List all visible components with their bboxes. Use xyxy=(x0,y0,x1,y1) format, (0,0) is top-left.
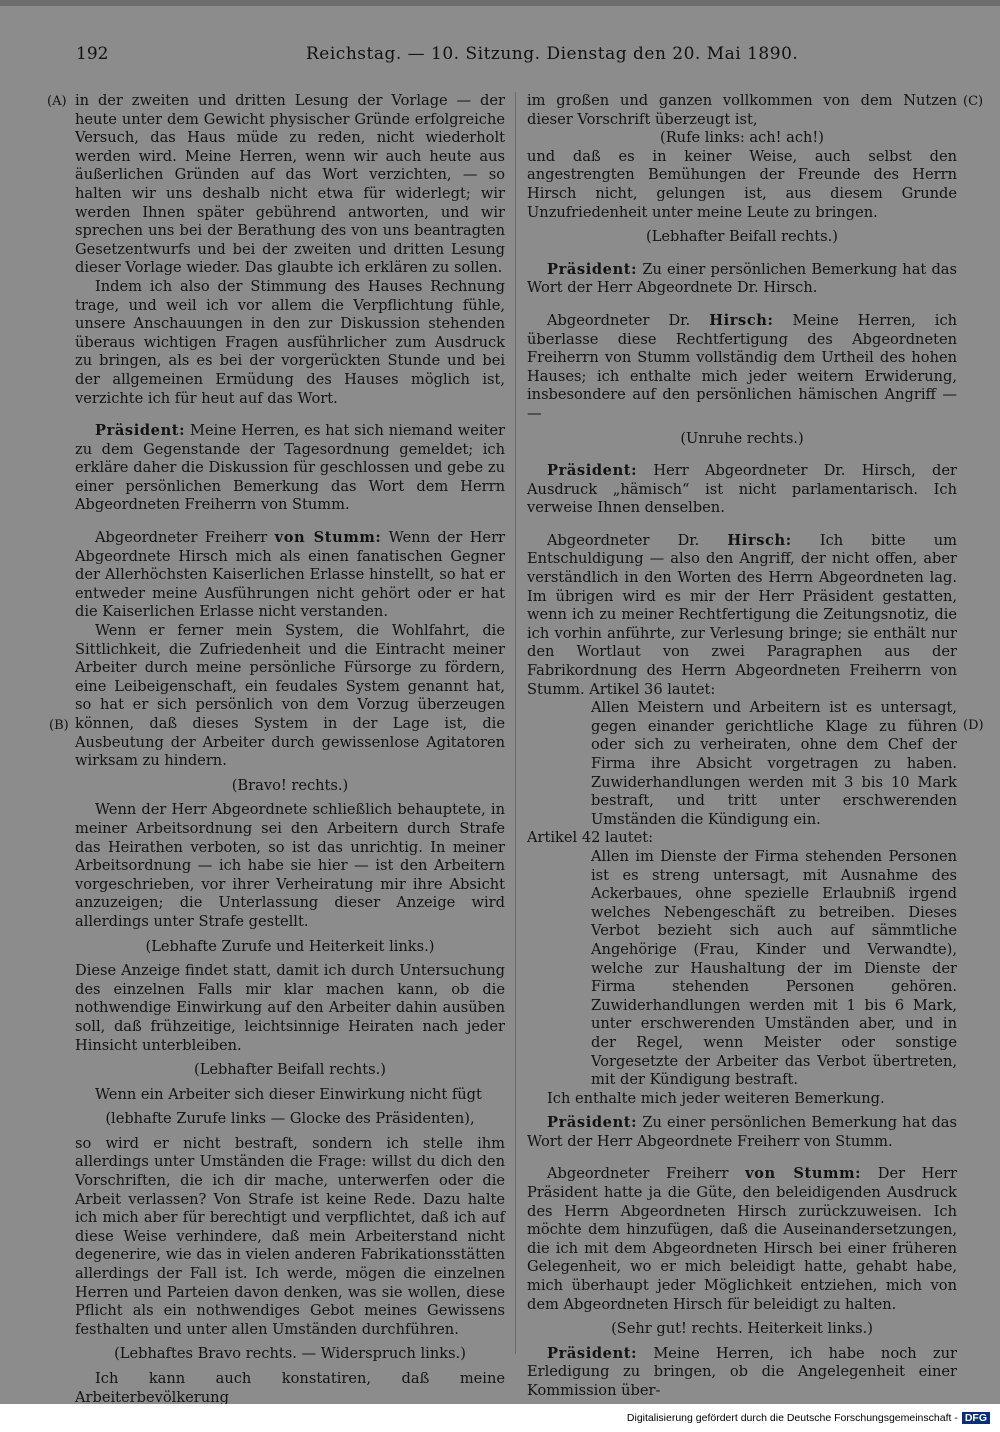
reaction: (lebhafte Zurufe links — Glocke des Präsidenten), xyxy=(105,1110,475,1128)
right-column xyxy=(527,92,957,1401)
reaction: (Lebhafte Zurufe und Heiterkeit links.) xyxy=(145,937,435,955)
paragraph-text: Herr Abgeordneter Dr. Hirsch, der Ausdruck „hämisch“ ist nicht parlamentarisch. Ich verweise Ihnen denselben. xyxy=(527,462,958,517)
paragraph xyxy=(527,312,957,424)
paragraph xyxy=(527,261,957,298)
speaker-intro: Abgeordneter Freiherr xyxy=(547,1165,729,1183)
speaker-name: Hirsch: xyxy=(709,311,774,329)
paragraph-text: Meine Herren, es hat sich niemand weiter zu dem Gegenstande der Tagesordnung gemeldet; ich erkläre daher die Diskussion für geschlossen und gebe zu einer persönlichen Bemerkung das Wort dem Herrn Abgeordneten Freiherrn von Stumm. xyxy=(75,422,505,514)
reaction: (Unruhe rechts.) xyxy=(680,429,804,447)
margin-mark-c: (C) xyxy=(963,94,984,109)
paragraph: Ich enthalte mich jeder weiteren Bemerkung. xyxy=(547,1089,885,1107)
margin-mark-a: (A) xyxy=(47,94,67,109)
paragraph: Wenn er ferner mein System, die Wohlfahrt, die Sittlichkeit, die Zufriedenheit und die Eintracht meiner Arbeiter durch meine persönliche Fürsorge zu fördern, eine Leibeigenschaft, ein feudales System genannt hat, so hat er sich persönlich von dem Vorzug überzeugen können, daß dieses System in der Lage ist, die Ausbeutung der Arbeiter durch gewissenlose Agitatoren wirksam zu hindern. xyxy=(75,622,505,770)
quoted-article: Allen Meistern und Arbeitern ist es untersagt, gegen einander gerichtliche Klage zu führen oder sich zu verheiraten, ohne dem Chef der Firma ihre Absicht vorgetragen zu haben. Zuwiderhandlungen werden mit 3 bis 10 Mark bestraft, und tritt unter erschwerenden Umständen die Kündigung ein. xyxy=(591,699,957,828)
paragraph xyxy=(527,462,957,518)
paragraph: Ich kann auch konstatiren, daß meine Arbeiterbevölkerung xyxy=(75,1370,505,1404)
page-header xyxy=(76,44,956,70)
reaction: (Bravo! rechts.) xyxy=(231,776,349,794)
reaction: (Lebhafter Beifall rechts.) xyxy=(194,1061,386,1079)
paragraph: Diese Anzeige findet statt, damit ich durch Untersuchung des einzelnen Falls mir klar machen kann, ob die nothwendige Einwirkung auf den Arbeiter dahin ausüben soll, daß frühzeitige, leichtsinnige Heiraten nach jeder Hinsicht unterbleiben. xyxy=(75,962,505,1054)
paragraph xyxy=(527,1345,957,1401)
paragraph: im großen und ganzen vollkommen von dem Nutzen dieser Vorschrift überzeugt ist, xyxy=(527,92,957,128)
page-number: 192 xyxy=(76,44,109,64)
margin-mark-d: (D) xyxy=(963,718,984,733)
speaker-name: Präsident: xyxy=(95,422,186,440)
paragraph-text: Wenn der Herr Abgeordnete Hirsch mich als einen fanatischen Gegner der Allerhöchsten Kaiserlichen Erlasse hinstellt, so hat er entweder meine Ausführungen nicht gehört oder er hat die Kaiserlichen Erlasse nicht verstanden. xyxy=(75,529,506,621)
speaker-name: Präsident: xyxy=(547,1114,638,1132)
speaker-name: Präsident: xyxy=(547,1344,638,1362)
speaker-intro: Abgeordneter Dr. xyxy=(547,531,700,549)
reaction: (Lebhafter Beifall rechts.) xyxy=(646,228,838,246)
running-title: Reichstag. — 10. Sitzung. Dienstag den 20. Mai 1890. xyxy=(306,44,799,64)
paragraph-text: Meine Herren, ich habe noch zur Erledigung zu bringen, ob die Angelegenheit einer Kommission über- xyxy=(527,1344,958,1399)
speaker-name: Hirsch: xyxy=(727,531,792,549)
paragraph xyxy=(75,529,505,622)
paragraph xyxy=(527,532,957,699)
speaker-intro: Abgeordneter Freiherr xyxy=(95,529,268,547)
speaker-intro: Abgeordneter Dr. xyxy=(547,311,691,329)
reaction: (Rufe links: ach! ach!) xyxy=(660,129,824,147)
paragraph xyxy=(527,1114,957,1151)
margin-mark-b: (B) xyxy=(49,718,69,733)
speaker-name: von Stumm: xyxy=(745,1165,862,1183)
paragraph: Wenn der Herr Abgeordnete schließlich behauptete, in meiner Arbeitsordnung sei den Arbeitern durch Strafe das Heirathen verboten, so ist das unrichtig. In meiner Arbeitsordnung — ich habe sie hier — ist den Arbeitern vorgeschrieben, vor ihrer Verheiratung mir ihre Absicht anzuzeigen; die Unterlassung dieser Anzeige wird allerdings unter Strafe gestellt. xyxy=(75,801,505,930)
column-divider xyxy=(515,92,516,1354)
paragraph: Indem ich also der Stimmung des Hauses Rechnung trage, und weil ich vor allem die Verpflichtung fühle, unsere Anschauungen in den zur Diskussion stehenden überaus wichtigen Fragen ausführlicher zum Ausdruck zu bringen, als es bei der vorgerückten Stunde und bei der allgemeinen Ermüdung des Hauses möglich ist, verzichte ich für heut auf das Wort. xyxy=(75,277,505,407)
dfg-logo: DFG xyxy=(962,1412,990,1424)
speaker-name: von Stumm: xyxy=(274,529,382,547)
reaction: (Sehr gut! rechts. Heiterkeit links.) xyxy=(611,1320,873,1338)
paragraph-text: Ich bitte um Entschuldigung — also den Angriff, der nicht offen, aber verständlich in den Worten des Herrn Abgeordneten lag. Im übrigen wird es mir der Herr Präsident gestatten, wenn ich zu meiner Rechtfertigung die Zeitungsnotiz, die ich vorhin anführte, zur Verlesung bringe; sie enthält nur den Wortlaut von zwei Paragraphen aus der Fabrikordnung des Herrn Abgeordneten Freiherrn von Stumm. Artikel 36 lautet: xyxy=(527,531,958,698)
paragraph: Artikel 42 lautet: xyxy=(527,829,654,847)
paragraph-text: Zu einer persönlichen Bemerkung hat das Wort der Herr Abgeordnete Dr. Hirsch. xyxy=(527,260,957,297)
paragraph xyxy=(75,422,505,515)
reaction: (Lebhaftes Bravo rechts. — Widerspruch links.) xyxy=(114,1345,466,1363)
quoted-article: Allen im Dienste der Firma stehenden Personen ist es streng untersagt, mit Ausnahme des Ackerbaues, ohne spezielle Erlaubniß irgend welches Nebengeschäft zu betreiben. Dieses Verbot bezieht sich auch auf sämmtliche Angehörige (Frau, Kinder und Verwandte), welche zur Haushaltung der im Dienste der Firma stehenden Personen gehören. Zuwiderhandlungen werden mit 1 bis 6 Mark, unter erschwerenden Umständen aber, und in der Regel, wenn Meister oder sonstige Vorgesetzte der Arbeiter das Verbot übertreten, mit der Kündigung bestraft. xyxy=(591,847,957,1089)
paragraph: so wird er nicht bestraft, sondern ich stelle ihm allerdings unter Umständen die Frage: willst du dich den Vorschriften, die ich dir mache, unterwerfen oder die Arbeit verlassen? Von Strafe ist keine Rede. Dazu halte ich mich aber für berechtigt und verpflichtet, daß ich auf diese Weise verhindere, daß mein Arbeiterstand nicht degenerire, wie das in vielen anderen Fabrikationsstätten allerdings der Fall ist. Ich werde, mögen die einzelnen Herren und Parteien davon denken, was sie wollen, diese Pflicht als ein nothwendiges Gebot meines Gewissens festhalten und unter allen Umständen durchführen. xyxy=(75,1134,505,1338)
paragraph: Wenn ein Arbeiter sich dieser Einwirkung nicht fügt xyxy=(95,1085,482,1103)
paragraph-text: Der Herr Präsident hatte ja die Güte, den beleidigenden Ausdruck des Herrn Abgeordneten Hirsch zurückzuweisen. Ich möchte dem hinzufügen, daß die Auseinandersetzungen, die ich mit dem Abgeordneten Hirsch bei einer früheren Gelegenheit, wo er mich beleidigt hatte, gehabt habe, mich überhaupt jeder Möglichkeit entziehen, mich von dem Abgeordneten Hirsch für beleidigt zu halten. xyxy=(527,1165,957,1313)
digitization-credit xyxy=(627,1412,990,1424)
paragraph xyxy=(527,1165,957,1314)
left-column xyxy=(75,92,505,1404)
credit-text: Digitalisierung gefördert durch die Deutsche Forschungsgemeinschaft - xyxy=(626,1412,958,1424)
scan-edge xyxy=(0,0,1000,6)
paragraph: und daß es in keiner Weise, auch selbst den angestrengten Bemühungen der Freunde des Herrn Hirsch nicht, gelungen ist, aus diesem Grunde Unzufriedenheit unter meine Leute zu bringen. xyxy=(527,147,957,221)
speaker-name: Präsident: xyxy=(547,462,638,480)
speaker-name: Präsident: xyxy=(547,260,638,278)
paragraph-text: Zu einer persönlichen Bemerkung hat das Wort der Herr Abgeordnete Freiherr von Stumm. xyxy=(527,1114,957,1150)
paragraph-text: Meine Herren, ich überlasse diese Rechtfertigung des Abgeordneten Freiherrn von Stumm vollständig dem Urtheil des hohen Hauses; ich enthalte mich jeder weitern Erwiderung, insbesondere auf den persönlichen hämischen Angriff — — xyxy=(527,311,958,422)
paragraph: in der zweiten und dritten Lesung der Vorlage — der heute unter dem Gewicht physischer Gründe erfolgreiche Versuch, das Haus müde zu reden, nicht wiederholt werden wird. Meine Herren, wenn wir auch heute aus äußerlichen Gründen auf das Wort verzichten, — so halten wir uns deshalb nicht etwa für widerlegt; wir werden Ihnen später gebührend antworten, und wir sprechen uns bei der Berathung des von uns beantragten Gesetzentwurfs und bei der zweiten und dritten Lesung dieser Vorlage wieder. Das glaubte ich erklären zu sollen. xyxy=(75,92,505,277)
